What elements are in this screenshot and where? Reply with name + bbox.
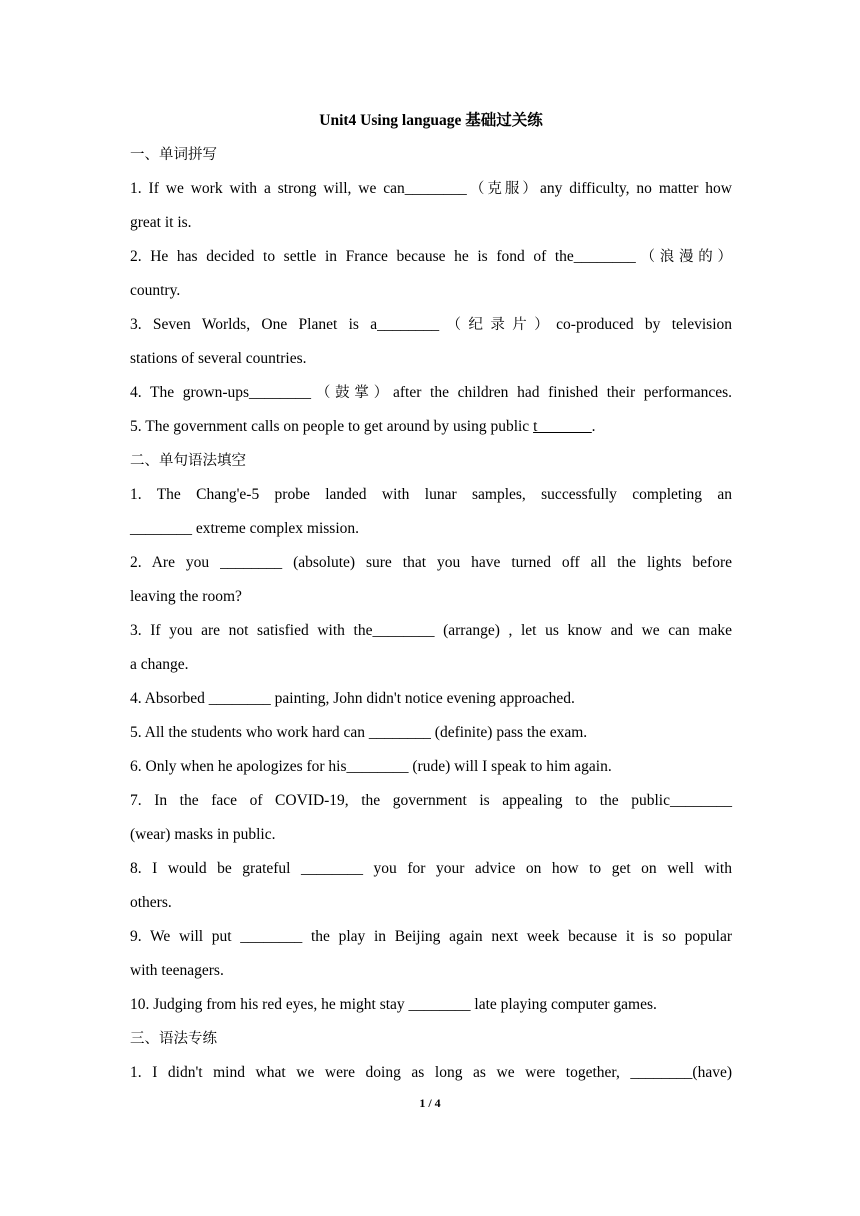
question-grammar-6: 6. Only when he apologizes for his________ (rude) will I speak to him again. [130, 758, 612, 775]
question-grammar-9: 9. We will put ________ the play in Beijing again next week because it is so popular with teenagers. [130, 928, 732, 979]
question-grammar-8: 8. I would be grateful ________ you for your advice on how to get on well with others. [130, 860, 732, 911]
page-number: 1 / 4 [419, 1096, 441, 1110]
question-spelling-2: 2. He has decided to settle in France because he is fond of the________（浪漫的） country. [130, 248, 733, 299]
question-grammar-1: 1. The Chang'e-5 probe landed with lunar samples, successfully completing an ________ extreme complex mission. [130, 486, 732, 537]
question-spelling-5: 5. The government calls on people to get around by using public t_______. [130, 418, 596, 435]
question-grammar-4: 4. Absorbed ________ painting, John didn't notice evening approached. [130, 690, 575, 707]
question-grammar-10: 10. Judging from his red eyes, he might stay ________ late playing computer games. [130, 996, 657, 1013]
question-grammar-7: 7. In the face of COVID-19, the government is appealing to the public________ (wear) masks in public. [130, 792, 732, 843]
question-practice-1: 1. I didn't mind what we were doing as long as we were together, ________(have) [130, 1064, 732, 1081]
document-page [130, 104, 732, 1090]
question-grammar-2: 2. Are you ________ (absolute) sure that you have turned off all the lights before leaving the room? [130, 554, 732, 605]
section-heading-spelling: 一、单词拼写 [130, 147, 217, 163]
question-spelling-1: 1. If we work with a strong will, we can________（克服）any difficulty, no matter how great it is. [130, 180, 733, 231]
section-heading-grammar-fill: 二、单句语法填空 [130, 453, 246, 469]
page-title: Unit4 Using language 基础过关练 [319, 112, 543, 129]
question-spelling-4: 4. The grown-ups________（鼓掌）after the children had finished their performances. [130, 384, 733, 401]
section-heading-grammar-practice: 三、语法专练 [130, 1031, 217, 1047]
question-spelling-3: 3. Seven Worlds, One Planet is a________（纪录片）co-produced by television stations of several countries. [130, 316, 733, 367]
question-grammar-5: 5. All the students who work hard can ________ (definite) pass the exam. [130, 724, 588, 741]
question-grammar-3: 3. If you are not satisfied with the________ (arrange) , let us know and we can make a change. [130, 622, 732, 673]
